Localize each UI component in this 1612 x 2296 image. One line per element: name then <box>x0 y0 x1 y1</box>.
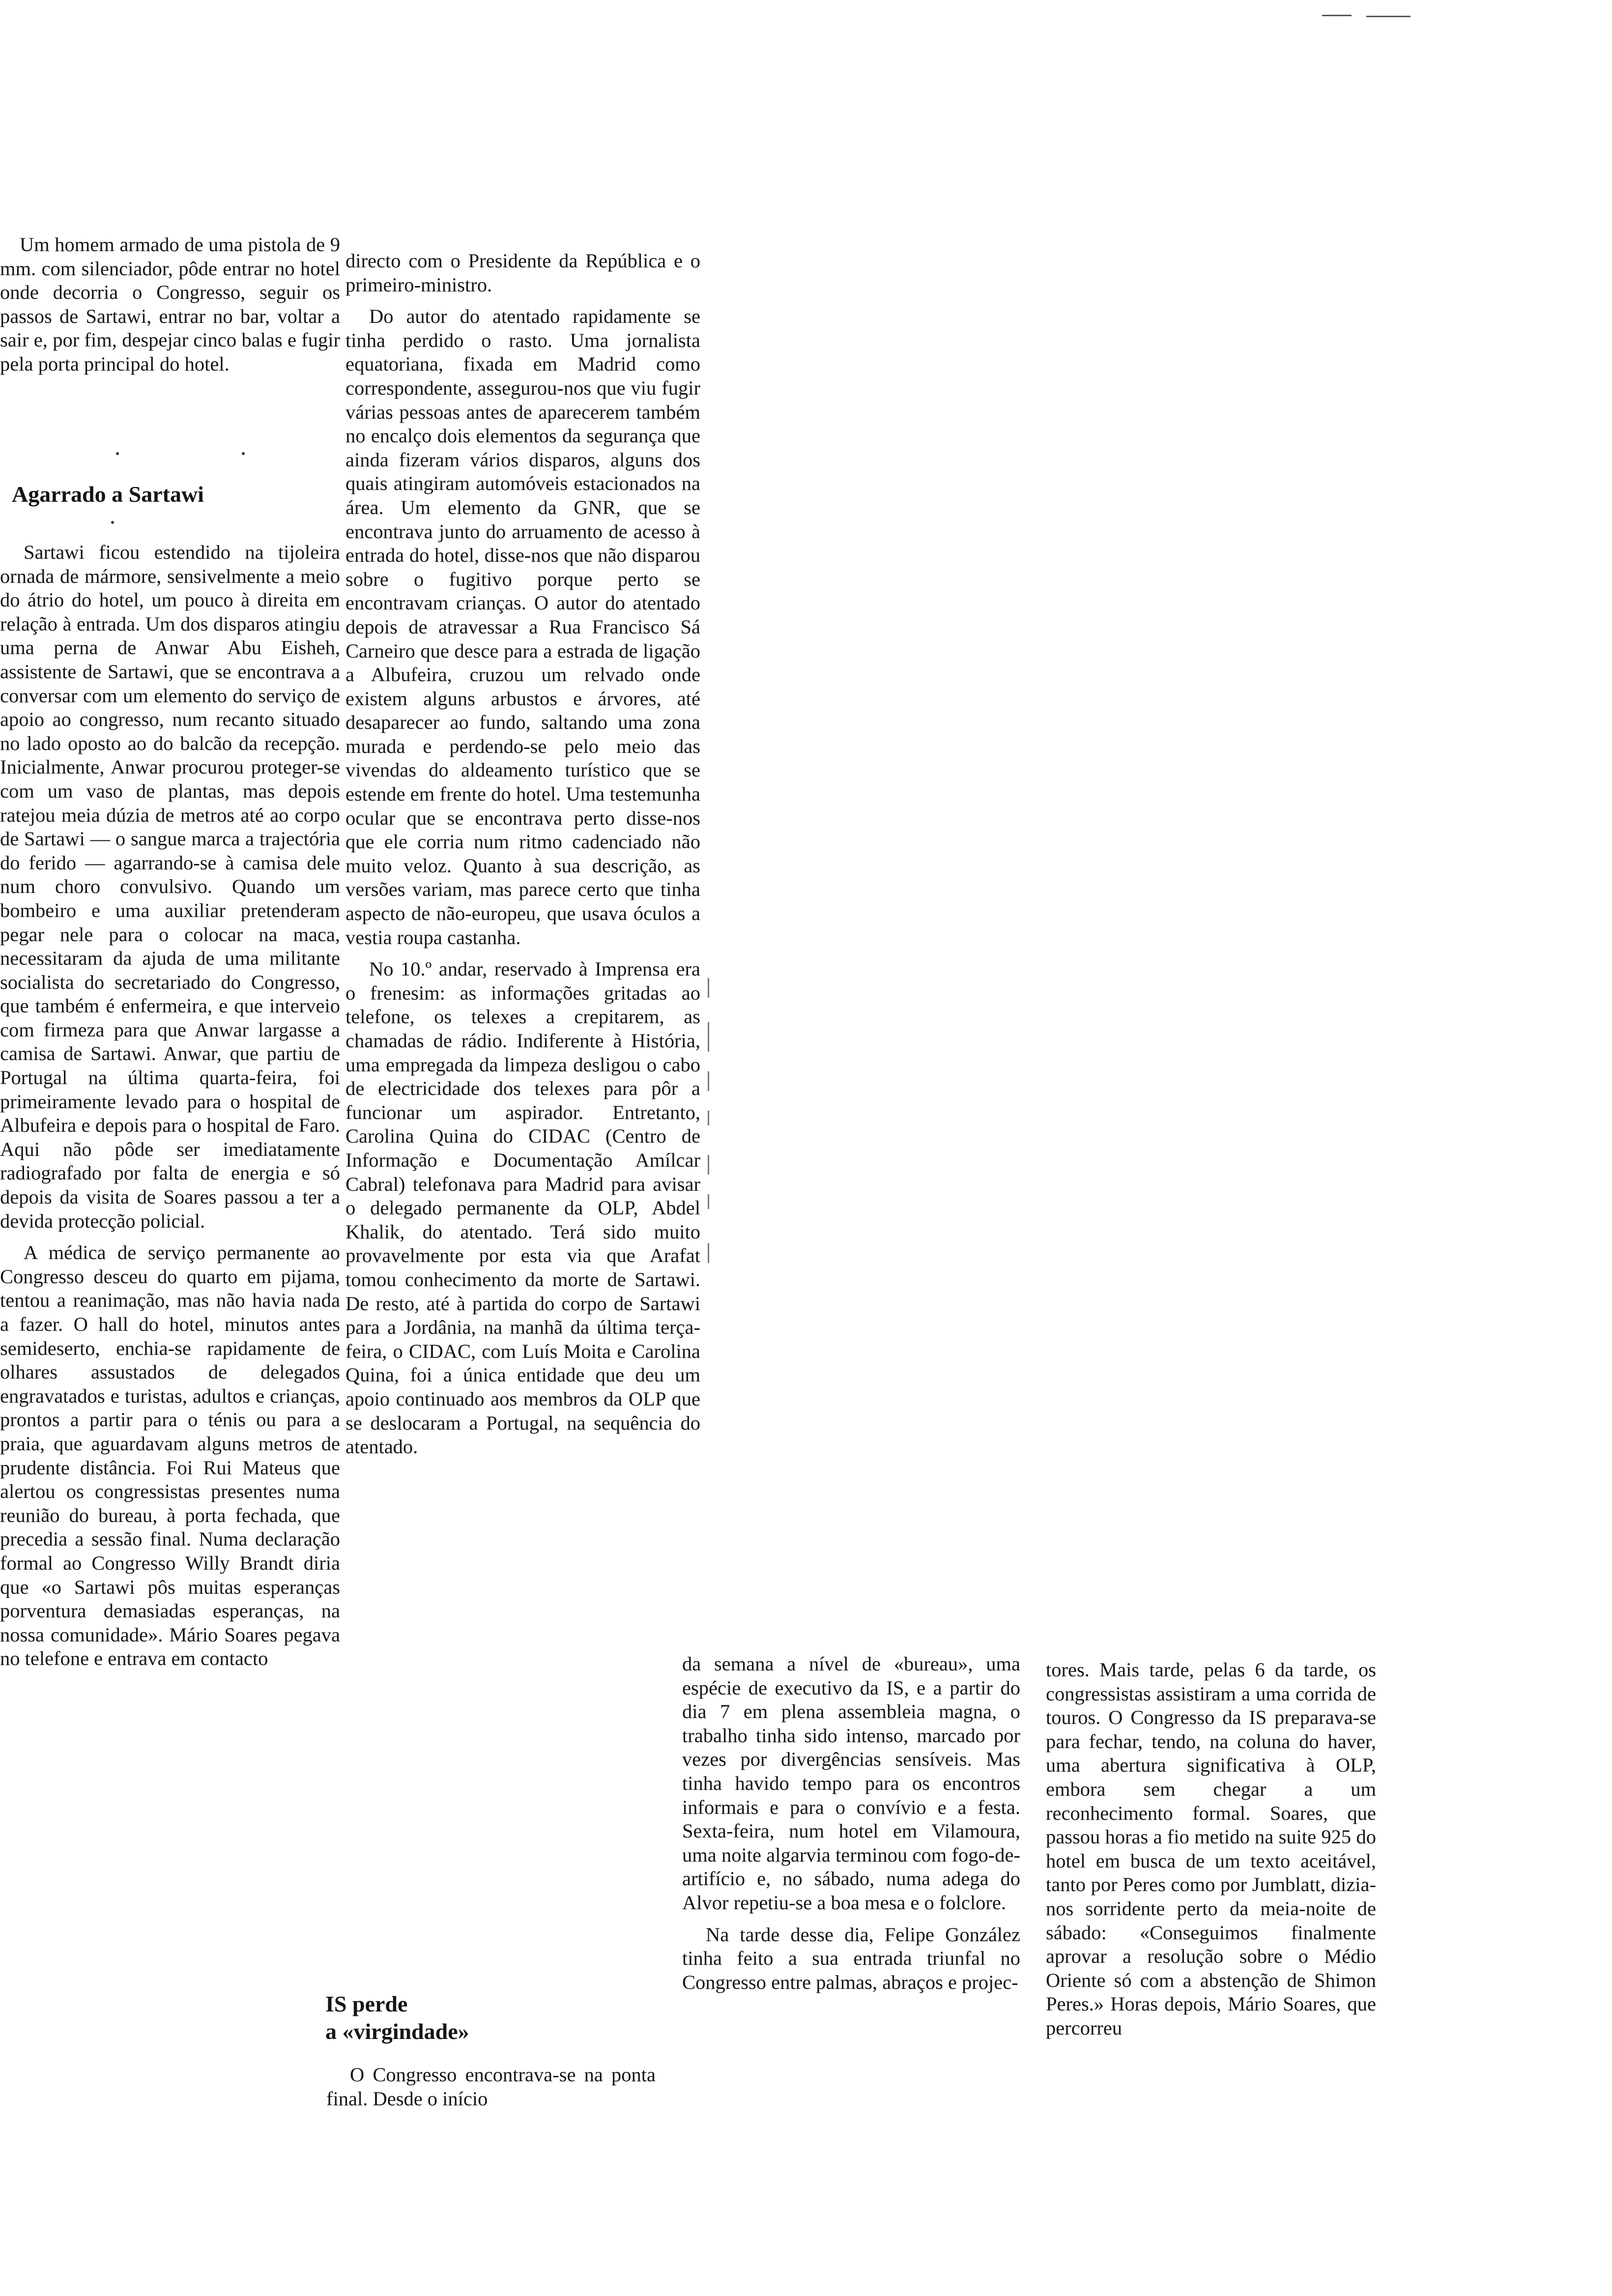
scan-mark <box>708 1071 709 1091</box>
scan-mark <box>708 1022 709 1052</box>
subheading-agarrado: Agarrado a Sartawi <box>12 482 204 507</box>
scan-mark <box>708 978 709 998</box>
paragraph: Um homem armado de uma pistola de 9 mm. com silenciador, pôde entrar no hotel onde decorria o Congresso, seguir os passos de Sartawi, entrar no bar, voltar a sair e, por fim, despejar cinco balas e fugir pela porta principal do hotel. <box>0 233 340 375</box>
article-column-3 <box>682 1652 1020 2002</box>
article-column-1-body <box>0 541 340 1679</box>
scan-dot <box>242 452 245 455</box>
paragraph: da semana a nível de «bureau», uma espécie de executivo da IS, e a partir do dia 7 em plena assembleia magna, o trabalho tinha sido intenso, marcado por vezes por divergências sensíveis. Mas tinha havido tempo para os encontros informais e para o convívio e a festa. Sexta-feira, num hotel em Vilamoura, uma noite algarvia terminou com fogo-de-artifício e, no sábado, numa adega do Alvor repetiu-se a boa mesa e o folclore. <box>682 1653 1020 1914</box>
subheading-line: a «virgindade» <box>325 2019 469 2044</box>
article-column-2 <box>345 249 700 1467</box>
scan-mark <box>1322 15 1352 16</box>
scan-mark <box>708 1111 709 1125</box>
paragraph: O Congresso encontrava-se na ponta final. Desde o início <box>326 2064 656 2110</box>
article-column-2-tail <box>326 2063 656 2119</box>
scan-mark <box>1366 16 1410 17</box>
scan-dot <box>116 452 119 455</box>
paragraph: No 10.º andar, reservado à Imprensa era o frenesim: as informações gritadas ao telefone, os telexes a crepitarem, as chamadas de rádio. Indiferente à História, uma empregada da limpeza desligou o cabo de electricidade dos telexes para pôr a funcionar um aspirador. Entretanto, Carolina Quina do CIDAC (Centro de Informação e Documentação Amílcar Cabral) telefonava para Madrid para avisar o delegado permanente da OLP, Abdel Khalik, do atentado. Terá sido muito provavelmente por esta via que Arafat tomou conhecimento da morte de Sartawi. De resto, até à partida do corpo de Sartawi para a Jordânia, na manhã da última terça-feira, o CIDAC, com Luís Moita e Carolina Quina, foi a única entidade que deu um apoio continuado aos membros da OLP que se deslocaram a Portugal, na sequência do atentado. <box>345 958 700 1458</box>
subheading-line: IS perde <box>325 1991 408 2016</box>
paragraph: directo com o Presidente da República e o primeiro-ministro. <box>345 250 700 296</box>
article-column-1 <box>0 233 340 384</box>
scan-mark <box>708 1243 709 1263</box>
scan-mark <box>708 1155 709 1175</box>
paragraph: Sartawi ficou estendido na tijoleira ornada de mármore, sensivelmente a meio do átrio do hotel, um pouco à direita em relação à entrada. Um dos disparos atingiu uma perna de Anwar Abu Eisheh, assistente de Sartawi, que se encontrava a conversar com um elemento do serviço de apoio ao congresso, num recanto situado no lado oposto ao do balcão da recepção. Inicialmente, Anwar procurou proteger-se com um vaso de plantas, mas depois ratejou meia dúzia de metros até ao corpo de Sartawi — o sangue marca a trajectória do ferido — agarrando-se à camisa dele num choro convulsivo. Quando um bombeiro e uma auxiliar pretenderam pegar nele para o colocar na maca, necessitaram da ajuda de uma militante socialista do secretariado do Congresso, que também é enfermeira, e que interveio com firmeza para que Anwar largasse a camisa de Sartawi. Anwar, que partiu de Portugal na última quarta-feira, foi primeiramente levado para o hospital de Albufeira e depois para o hospital de Faro. Aqui não pôde ser imediatamente radiografado por falta de energia e só depois da visita de Soares passou a ter a devida protecção policial. <box>0 541 340 1232</box>
paragraph: Do autor do atentado rapidamente se tinha perdido o rasto. Uma jornalista equatoriana, fixada em Madrid como correspondente, assegurou-nos que viu fugir várias pessoas antes de aparecerem também no encalço dois elementos da segurança que ainda fizeram vários disparos, alguns dos quais atingiram automóveis estacionados na área. Um elemento da GNR, que se encontrava junto do arruamento de acesso à entrada do hotel, disse-nos que não disparou sobre o fugitivo porque perto se encontravam crianças. O autor do atentado depois de atravessar a Rua Francisco Sá Carneiro que desce para a estrada de ligação a Albufeira, cruzou um relvado onde existem alguns arbustos e árvores, até desaparecer ao fundo, saltando uma zona murada e perdendo-se pelo meio das vivendas do aldeamento turístico que se estende em frente do hotel. Uma testemunha ocular que se encontrava perto disse-nos que ele corria num ritmo cadenciado não muito veloz. Quanto à sua descrição, as versões variam, mas parece certo que tinha aspecto de não-europeu, que usava óculos a vestia roupa castanha. <box>345 305 700 948</box>
scan-dot <box>111 521 114 524</box>
scan-mark <box>708 1194 709 1209</box>
paragraph: Na tarde desse dia, Felipe González tinha feito a sua entrada triunfal no Congresso entre palmas, abraços e projec- <box>682 1923 1020 1993</box>
article-column-4 <box>1046 1658 1376 2048</box>
paragraph: A médica de serviço permanente ao Congresso desceu do quarto em pijama, tentou a reanimação, mas não havia nada a fazer. O hall do hotel, minutos antes semideserto, enchia-se rapidamente de olhares assustados de delegados engravatados e turistas, adultos e crianças, prontos a partir para o ténis ou para a praia, que aguardavam alguns metros de prudente distância. Foi Rui Mateus que alertou os congressistas presentes numa reunião do bureau, à porta fechada, que precedia a sessão final. Numa declaração formal ao Congresso Willy Brandt diria que «o Sartawi pôs muitas esperanças porventura demasiadas esperanças, na nossa comunidade». Mário Soares pegava no telefone e entrava em contacto <box>0 1241 340 1670</box>
subheading-is-perde <box>325 1990 469 2045</box>
paragraph: tores. Mais tarde, pelas 6 da tarde, os congressistas assistiram a uma corrida de touros. O Congresso da IS preparava-se para fechar, tendo, na coluna do haver, uma abertura significativa à OLP, embora sem chegar a um reconhecimento formal. Soares, que passou horas a fio metido na suite 925 do hotel em busca de um texto aceitável, tanto por Peres como por Jumblatt, dizia-nos sorridente perto da meia-noite de sábado: «Conseguimos finalmente aprovar a resolução sobre o Médio Oriente só com a abstenção de Shimon Peres.» Horas depois, Mário Soares, que percorreu <box>1046 1659 1376 2039</box>
